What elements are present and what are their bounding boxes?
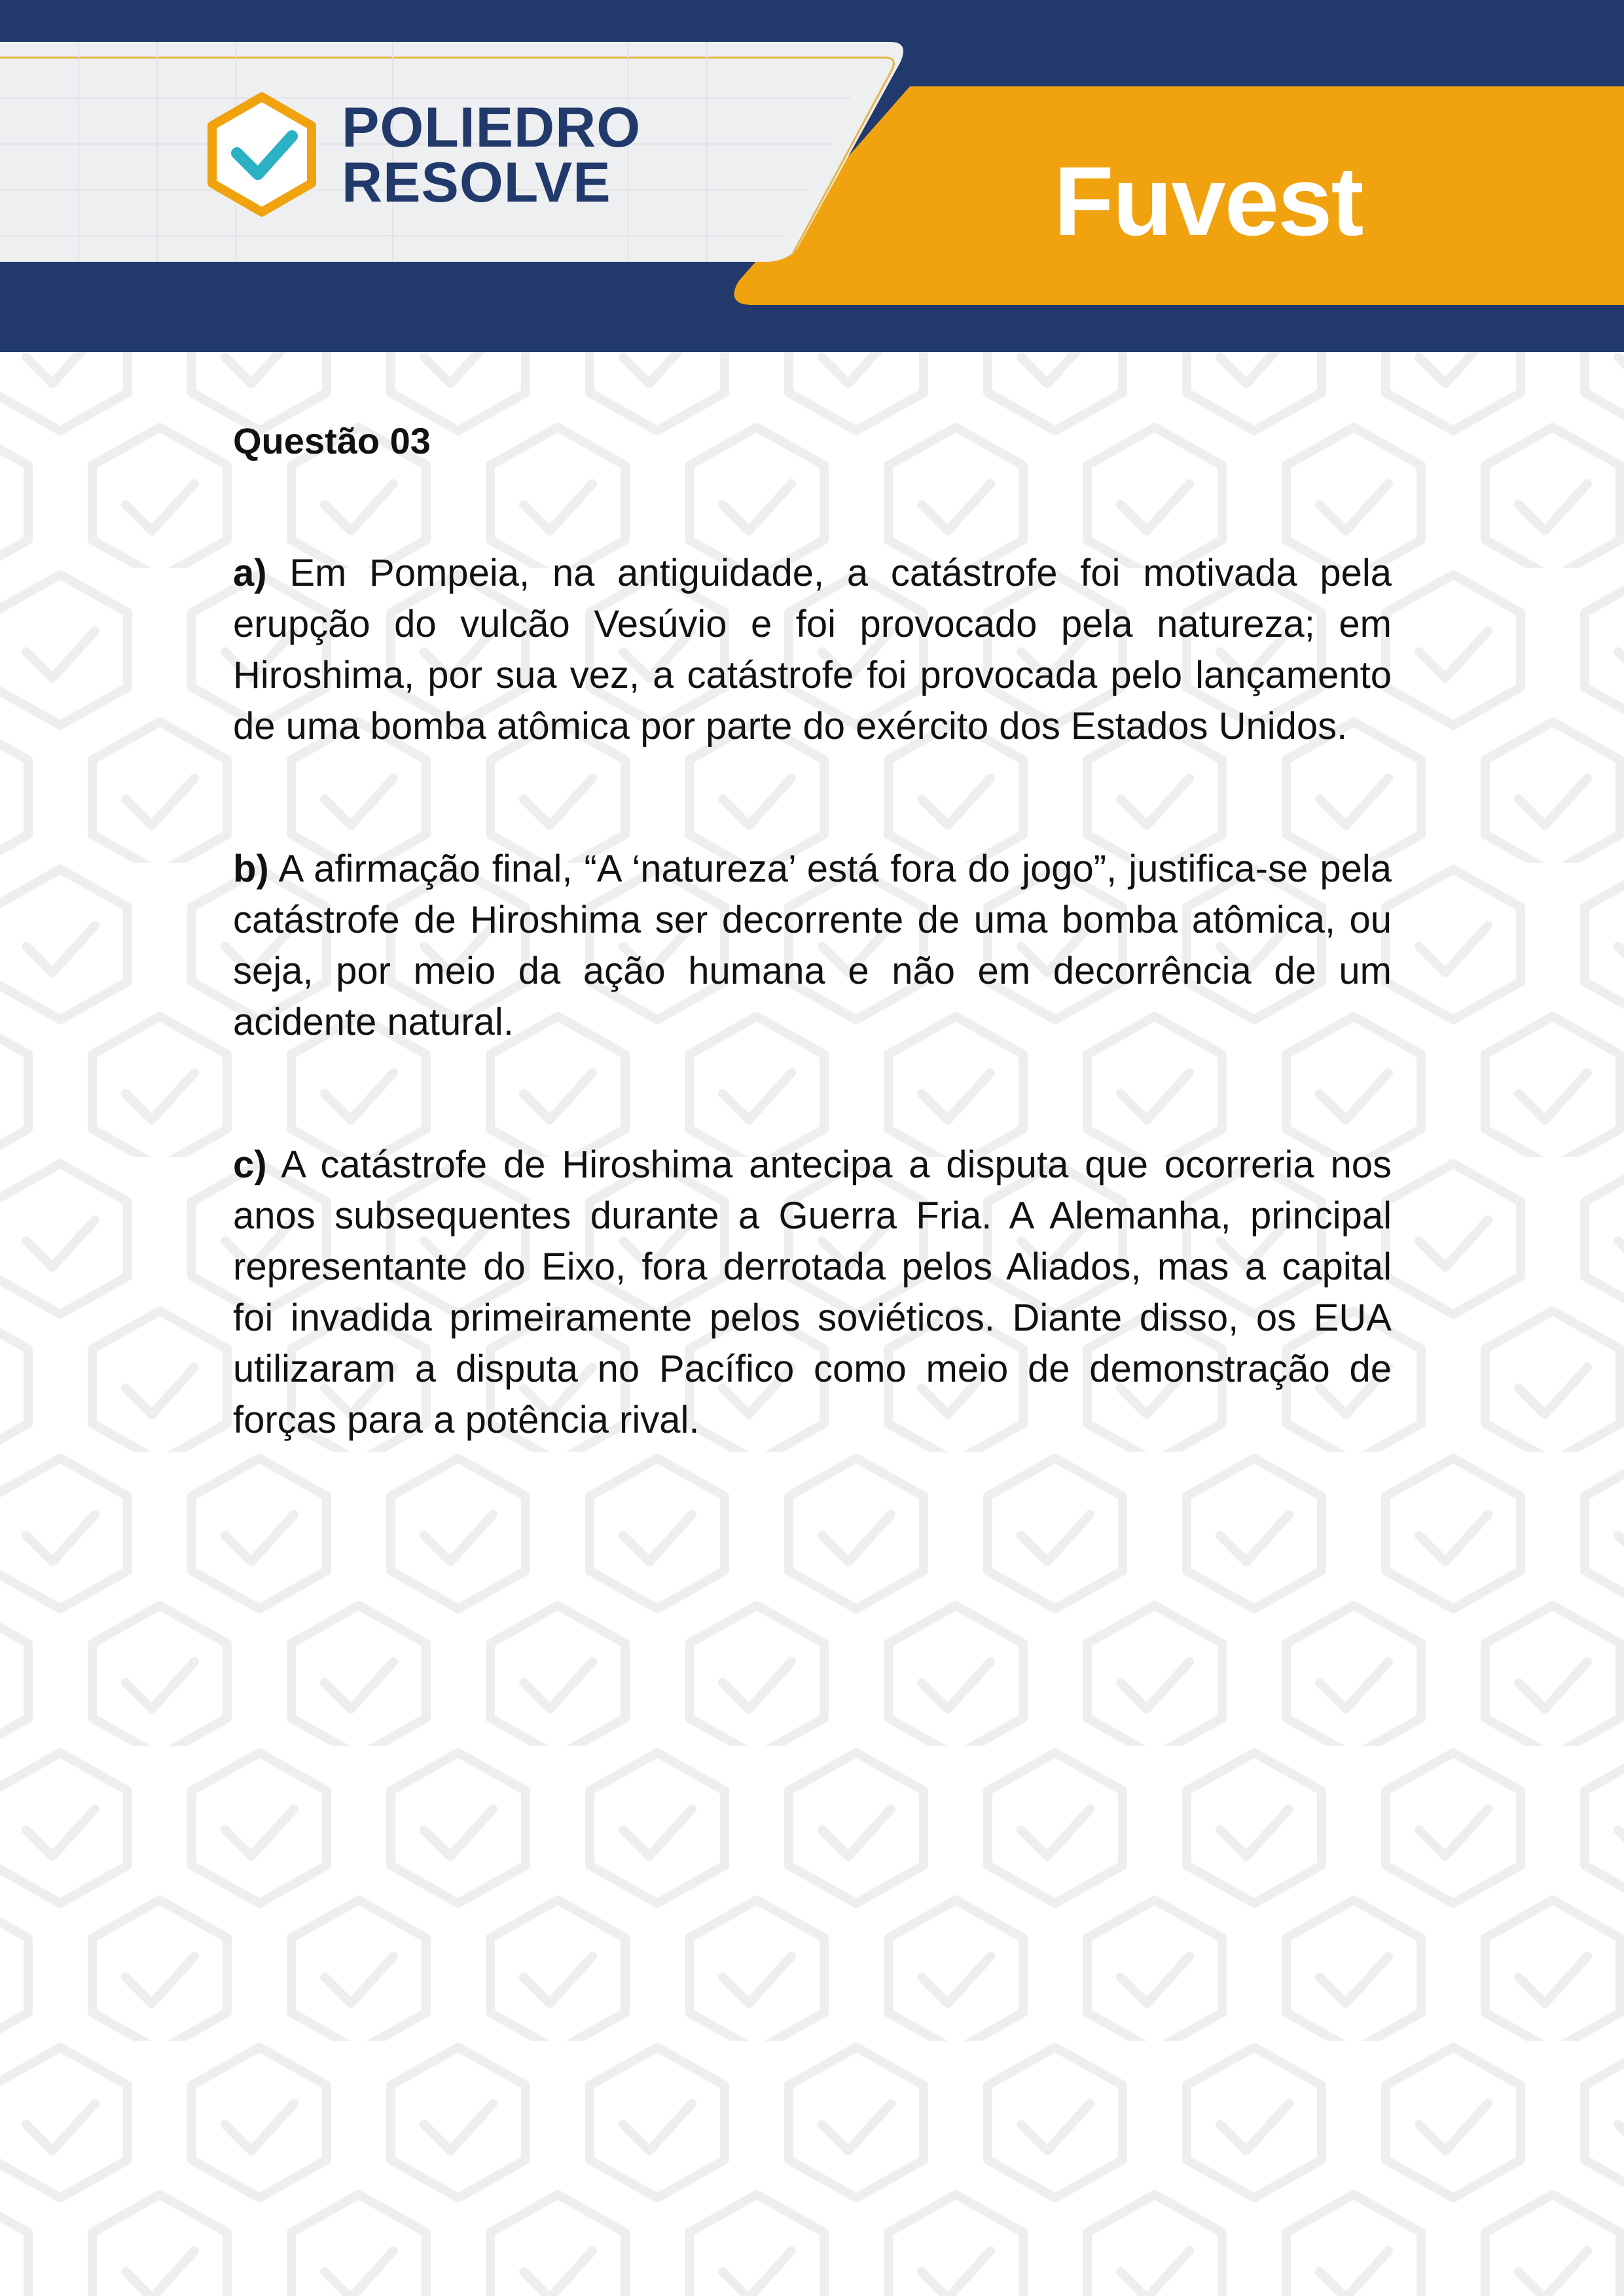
answer-c-text: A catástrofe de Hiroshima antecipa a disputa que ocorreria nos anos subsequentes durante a Guerra Fria. A Alemanha, principal representante do Eixo, fora derrotada pelos Aliados, mas a capital foi invadida primeiramente pelos soviéticos. Diante disso, os EUA utilizaram a disputa no Pacífico como meio de demonstração de forças para a potência rival.: [233, 1143, 1392, 1442]
answer-b: [233, 844, 1392, 1048]
answer-a-label: a): [233, 552, 267, 595]
answer-a: [233, 548, 1392, 752]
hexagon-check-icon: [212, 97, 312, 212]
answer-b-label: b): [233, 848, 269, 891]
brand-name-line2: RESOLVE: [342, 151, 611, 214]
brand-name-line1: POLIEDRO: [342, 96, 641, 159]
answer-b-text: A afirmação final, “A ‘natureza’ está fora do jogo”, justifica-se pela catástrofe de Hiroshima ser decorrente de uma bomba atômica, ou seja, por meio da ação humana e não em decorrência de um acidente natural.: [233, 848, 1392, 1044]
answer-a-text: Em Pompeia, na antiguidade, a catástrofe foi motivada pela erupção do vulcão Vesúvio e foi provocado pela natureza; em Hiroshima, por sua vez, a catástrofe foi provocada pelo lançamento de uma bomba atômica por parte do exército dos Estados Unidos.: [233, 552, 1392, 748]
answer-c: [233, 1139, 1392, 1446]
answer-content: [233, 419, 1392, 1537]
question-title: Questão 03: [233, 420, 431, 461]
answer-c-label: c): [233, 1143, 267, 1187]
header-banner: [0, 0, 1624, 352]
exam-name: Fuvest: [1054, 146, 1363, 256]
